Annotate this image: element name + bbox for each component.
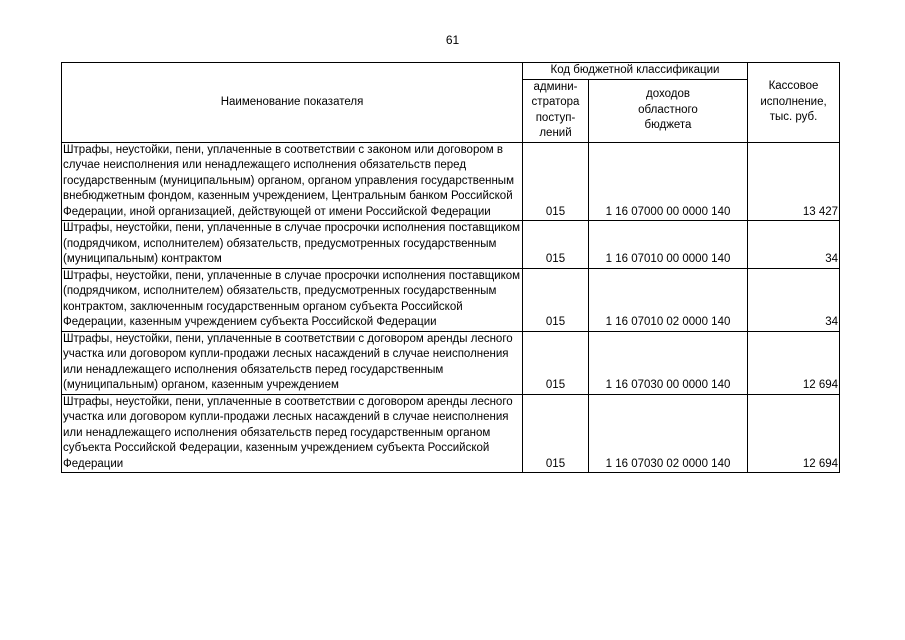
header-kbk-group: Код бюджетной классификации [523,63,748,80]
administrator-code: 015 [523,331,589,394]
income-code: 1 16 07000 00 0000 140 [589,142,748,221]
income-code: 1 16 07010 00 0000 140 [589,221,748,269]
administrator-code: 015 [523,268,589,331]
table-row [62,331,840,394]
indicator-name: Штрафы, неустойки, пени, уплаченные в соответствии с договором аренды лесного участка или договором купли-продажи лесных насаждений в случае неисполнения или ненадлежащего исполнения обязательств перед государственным органом субъекта Российской Федерации, казенным учреждением субъекта Российской Федерации [62,394,523,473]
table-row [62,268,840,331]
table-row [62,221,840,269]
indicator-name: Штрафы, неустойки, пени, уплаченные в случае просрочки исполнения поставщиком (подрядчиком, исполнителем) обязательств, предусмотренных государственным (муниципальным) контрактом [62,221,523,269]
administrator-code: 015 [523,142,589,221]
budget-report-table [61,62,840,473]
income-code: 1 16 07030 00 0000 140 [589,331,748,394]
execution-amount: 34 [748,268,840,331]
indicator-name: Штрафы, неустойки, пени, уплаченные в случае просрочки исполнения поставщиком (подрядчиком, исполнителем) обязательств, предусмотренных государственным контрактом, заключенным государственным органом субъекта Российской Федерации, казенным учреждением субъекта Российской Федерации [62,268,523,331]
income-code: 1 16 07010 02 0000 140 [589,268,748,331]
page-number: 61 [445,33,460,47]
administrator-code: 015 [523,394,589,473]
table-header [62,63,840,143]
execution-amount: 12 694 [748,394,840,473]
header-indicator-name: Наименование показателя [62,63,523,143]
execution-amount: 34 [748,221,840,269]
header-cash-execution: Кассовое исполнение, тыс. руб. [748,63,840,143]
header-regional-income: доходов областного бюджета [589,79,748,142]
execution-amount: 13 427 [748,142,840,221]
indicator-name: Штрафы, неустойки, пени, уплаченные в соответствии с договором аренды лесного участка или договором купли-продажи лесных насаждений в случае неисполнения или ненадлежащего исполнения обязательств перед государственным (муниципальным) органом, казенным учреждением [62,331,523,394]
indicator-name: Штрафы, неустойки, пени, уплаченные в соответствии с законом или договором в случае неисполнения или ненадлежащего исполнения обязательств перед государственным (муниципальным) органом, органом управления государственным внебюджетным фондом, казенным учреждением, Центральным банком Российской Федерации, иной организацией, действующей от имени Российской Федерации [62,142,523,221]
execution-amount: 12 694 [748,331,840,394]
table-body [62,142,840,473]
header-administrator: админи- стратора поступ- лений [523,79,589,142]
income-code: 1 16 07030 02 0000 140 [589,394,748,473]
table-row [62,142,840,221]
administrator-code: 015 [523,221,589,269]
table-row [62,394,840,473]
